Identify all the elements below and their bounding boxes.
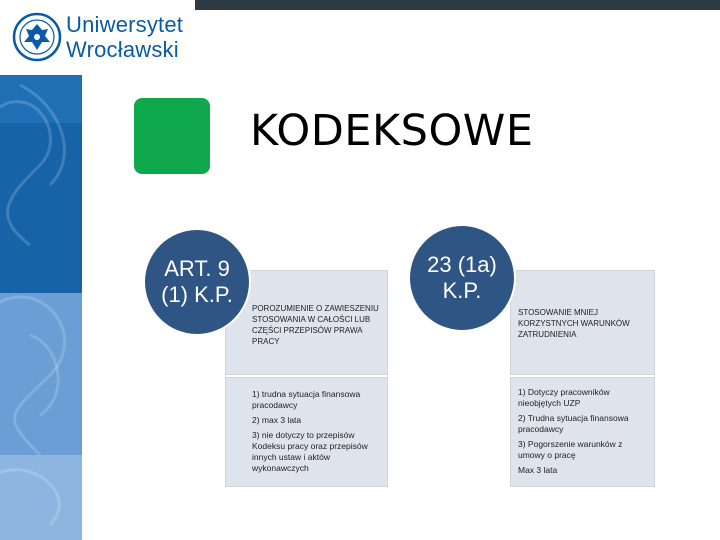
left-circle [145, 230, 249, 334]
list-item: 1) trudna sytuacja finansowa pracodawcy [252, 389, 361, 410]
right-circle-line-2: K.P. [442, 278, 482, 303]
list-item: 1) Dotyczy pracowników nieobjętych UZP [518, 387, 610, 408]
left-circle-line-2: (1) K.P. [161, 282, 233, 307]
list-item: Max 3 lata [518, 465, 558, 475]
right-box-heading: STOSOWANIE MNIEJ KORZYSTNYCH WARUNKÓW ZATRUDNIENIA [518, 308, 630, 339]
title-accent-square [134, 98, 210, 174]
right-list [518, 387, 650, 480]
list-item: 2) max 3 lata [252, 415, 302, 425]
right-circle-line-1: 23 (1a) [427, 252, 497, 277]
list-item: 3) Pogorszenie warunków z umowy o pracę [518, 439, 623, 460]
university-seal-icon [12, 12, 62, 62]
header-band [195, 0, 720, 10]
logo-wordmark [66, 12, 183, 62]
left-decorative-band [0, 75, 82, 540]
left-box-heading: POROZUMIENIE O ZAWIESZENIU STOSOWANIA W CAŁOŚCI LUB CZĘŚCI PRZEPISÓW PRAWA PRACY [252, 304, 379, 346]
list-item: 2) Trudna sytuacja finansowa pracodawcy [518, 413, 629, 434]
logo-line-2: Wrocławski [66, 37, 179, 62]
left-circle-line-1: ART. 9 [164, 256, 230, 281]
left-list [252, 389, 382, 478]
right-circle [410, 226, 514, 330]
logo-line-1: Uniwersytet [66, 12, 184, 37]
list-item: 3) nie dotyczy to przepisów Kodeksu pracy oraz przepisów innych ustaw i aktów wykonawczych [252, 430, 368, 473]
band-swirl-pattern [0, 75, 82, 540]
university-logo [0, 0, 195, 75]
slide-title: KODEKSOWE [250, 106, 534, 156]
